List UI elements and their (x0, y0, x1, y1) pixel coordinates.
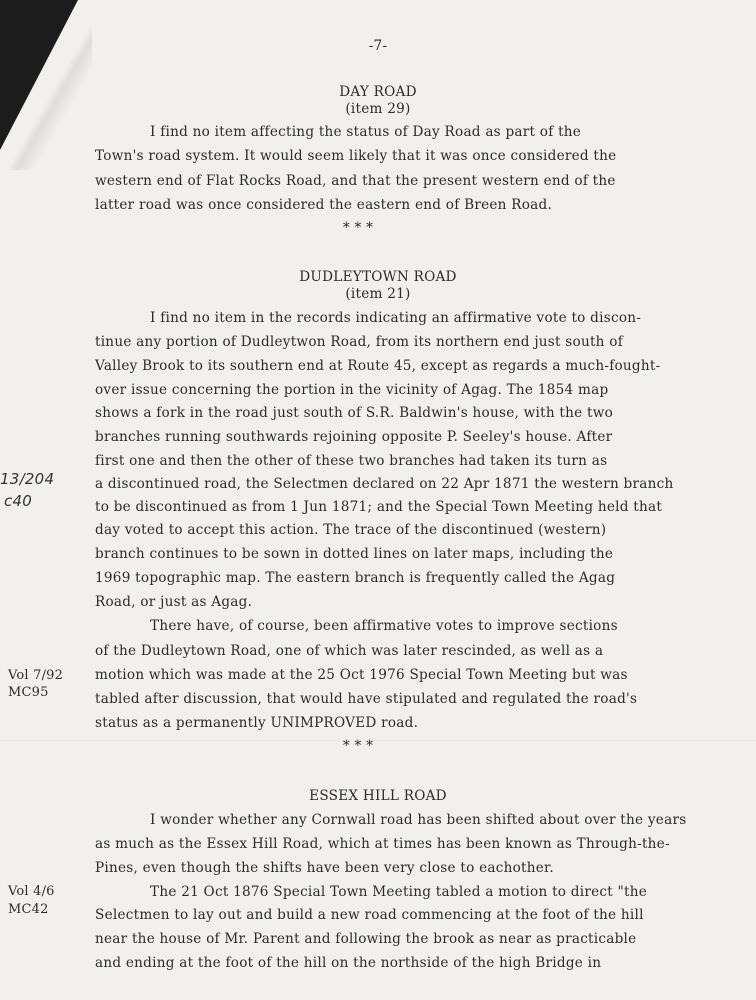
paragraph-line: to be discontinued as from 1 Jun 1871; and the Special Town Meeting held that (95, 499, 663, 515)
section-title-essex-hill-road: ESSEX HILL ROAD (309, 788, 447, 804)
margin-note-handwritten: c40 (4, 492, 33, 510)
paragraph-line: status as a permanently UNIMPROVED road. (95, 715, 419, 731)
paragraph-line: Pines, even though the shifts have been very close to eachother. (95, 860, 554, 876)
section-separator: * * * (342, 220, 374, 236)
margin-note-reference: MC42 (8, 902, 49, 917)
paragraph-line: I find no item in the records indicating an affirmative vote to discon- (150, 310, 642, 326)
section-separator: * * * (342, 738, 374, 754)
margin-note-handwritten: 13/204 (0, 470, 55, 488)
paragraph-line: The 21 Oct 1876 Special Town Meeting tabled a motion to direct "the (150, 884, 648, 900)
page-number: -7- (368, 38, 388, 54)
paragraph-line: tinue any portion of Dudleytwon Road, from its northern end just south of (95, 334, 623, 350)
section-item-day-road: (item 29) (345, 101, 411, 117)
paragraph-line: motion which was made at the 25 Oct 1976 Special Town Meeting but was (95, 667, 628, 683)
paragraph-line: of the Dudleytown Road, one of which was later rescinded, as well as a (95, 643, 604, 659)
paragraph-line: shows a fork in the road just south of S.R. Baldwin's house, with the two (95, 405, 614, 421)
paragraph-line: Selectmen to lay out and build a new road commencing at the foot of the hill (95, 907, 644, 923)
paragraph-line: latter road was once considered the eastern end of Breen Road. (95, 197, 553, 213)
paragraph-line: I wonder whether any Cornwall road has been shifted about over the years (150, 812, 687, 828)
paragraph-line: western end of Flat Rocks Road, and that the present western end of the (95, 173, 616, 189)
paragraph-line: I find no item affecting the status of Day Road as part of the (150, 124, 582, 140)
paragraph-line: branches running southwards rejoining opposite P. Seeley's house. After (95, 429, 613, 445)
margin-note-reference: Vol 4/6 (8, 884, 55, 899)
paragraph-line: day voted to accept this action. The trace of the discontinued (western) (95, 522, 607, 538)
paragraph-line: 1969 topographic map. The eastern branch is frequently called the Agag (95, 570, 616, 586)
section-title-dudleytown-road: DUDLEYTOWN ROAD (299, 269, 457, 285)
margin-note-reference: Vol 7/92 (8, 668, 64, 683)
paper-fold-shadow (0, 0, 92, 170)
paragraph-line: near the house of Mr. Parent and following the brook as near as practicable (95, 931, 637, 947)
paragraph-line: Road, or just as Agag. (95, 594, 253, 610)
paragraph-line: first one and then the other of these two branches had taken its turn as (95, 453, 608, 469)
section-item-dudleytown-road: (item 21) (345, 286, 411, 302)
paragraph-line: There have, of course, been affirmative votes to improve sections (150, 618, 618, 634)
section-title-day-road: DAY ROAD (339, 84, 417, 100)
paragraph-line: and ending at the foot of the hill on the northside of the high Bridge in (95, 955, 602, 971)
paragraph-line: over issue concerning the portion in the vicinity of Agag. The 1854 map (95, 382, 609, 398)
paragraph-line: branch continues to be sown in dotted lines on later maps, including the (95, 546, 614, 562)
paragraph-line: Town's road system. It would seem likely that it was once considered the (95, 148, 617, 164)
paragraph-line: a discontinued road, the Selectmen declared on 22 Apr 1871 the western branch (95, 476, 674, 492)
paragraph-line: tabled after discussion, that would have stipulated and regulated the road's (95, 691, 638, 707)
paragraph-line: Valley Brook to its southern end at Route 45, except as regards a much-fought- (95, 358, 661, 374)
paragraph-line: as much as the Essex Hill Road, which at times has been known as Through-the- (95, 836, 670, 852)
margin-note-reference: MC95 (8, 685, 49, 700)
